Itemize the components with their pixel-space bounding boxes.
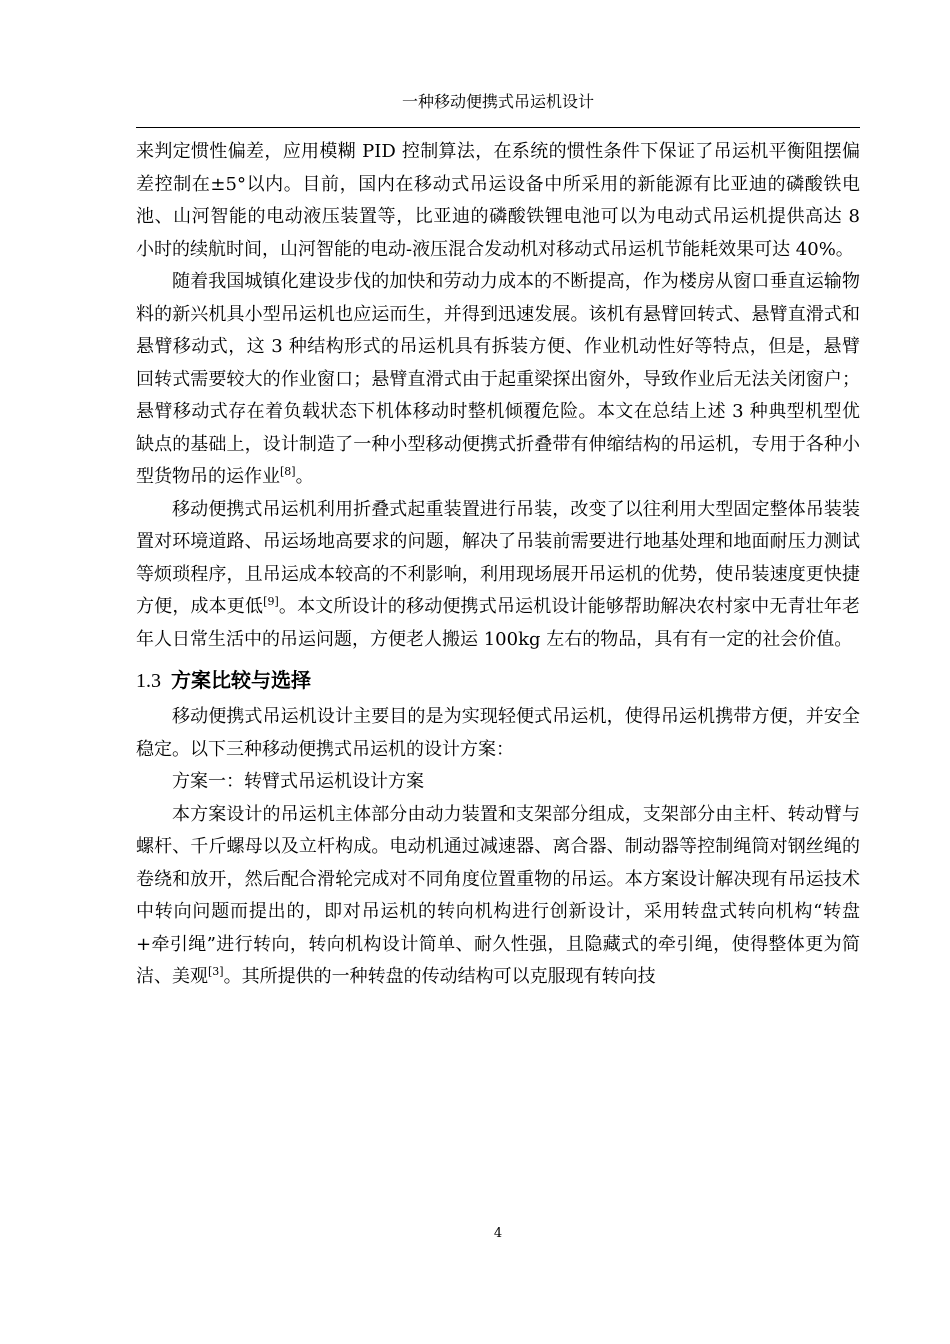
- section-heading: [136, 662, 860, 699]
- paragraph-continued: 来判定惯性偏差，应用模糊 PID 控制算法，在系统的惯性条件下保证了吊运机平衡阻摆偏差控制在±5°以内。目前，国内在移动式吊运设备中所采用的新能源有比亚迪的磷酸铁电池、山河智能的电动液压装置等，比亚迪的磷酸铁锂电池可以为电动式吊运机提供高达 8 小时的续航时间，山河智能的电动-液压混合发动机对移动式吊运机节能耗效果可达 40%。: [136, 141, 860, 260]
- paragraph-text: 随着我国城镇化建设步伐的加快和劳动力成本的不断提高，作为楼房从窗口垂直运输物料的新兴机具小型吊运机也应运而生，并得到迅速发展。该机有悬臂回转式、悬臂直滑式和悬臂移动式，这 3 种结构形式的吊运机具有拆装方便、作业机动性好等特点，但是，悬臂回转式需要较大的作业窗口；悬臂直滑式由于起重梁探出窗外，导致作业后无法关闭窗户；悬臂移动式存在着负载状态下机体移动时整机倾覆危险。本文在总结上述 3 种典型机型优缺点的基础上，设计制造了一种小型移动便携式折叠带有伸缩结构的吊运机，专用于各种小型货物吊的运作业: [136, 271, 860, 487]
- page-number: 4: [493, 1226, 503, 1241]
- paragraph-folding-crane: [136, 494, 860, 657]
- paragraph-urbanization: [136, 266, 860, 494]
- header-rule: [136, 127, 860, 128]
- paragraph-rest: 。其所提供的一种转盘的传动结构可以克服现有转向技: [223, 966, 656, 987]
- section-title: 方案比较与选择: [171, 668, 311, 692]
- paragraph-scheme-one: [136, 799, 860, 994]
- citation-3: [3]: [208, 965, 224, 978]
- paragraph-text: 移动便携式吊运机利用折叠式起重装置进行吊装，改变了以往利用大型固定整体吊装装置对环境道路、吊运场地高要求的问题，解决了吊装前需要进行地基处理和地面耐压力测试等烦琐程序，且吊运成本较高的不利影响，利用现场展开吊运机的优势，使吊装速度更快捷方便，成本更低: [136, 498, 860, 617]
- section-number: 1.3: [136, 670, 161, 692]
- paragraph-rest: 。本文所设计的移动便携式吊运机设计能够帮助解决农村家中无青壮年老年人日常生活中的吊运问题，方便老人搬运 100kg 左右的物品，具有有一定的社会价值。: [136, 596, 861, 650]
- scheme-label: 方案一：转臂式吊运机设计方案: [172, 771, 424, 792]
- body-text: [136, 136, 860, 994]
- running-header: 一种移动便携式吊运机设计: [401, 92, 594, 111]
- citation-9: [9]: [263, 595, 279, 608]
- citation-8: [8]: [280, 465, 296, 478]
- paragraph-text: 本方案设计的吊运机主体部分由动力装置和支架部分组成，支架部分由主杆、转动臂与螺杆、千斤螺母以及立杆构成。电动机通过减速器、离合器、制动器等控制绳筒对钢丝绳的卷绕和放开，然后配合滑轮完成对不同角度位置重物的吊运。本方案设计解决现有吊运技术中转向问题而提出的，即对吊运机的转向机构进行创新设计，采用转盘式转向机构“转盘+牵引绳”进行转向，转向机构设计简单、耐久性强，且隐藏式的牵引绳，使得整体更为简洁、美观: [136, 803, 860, 987]
- paragraph-end: 。: [295, 466, 314, 487]
- paragraph-design-goal: 移动便携式吊运机设计主要目的是为实现轻便式吊运机，使得吊运机携带方便，并安全稳定。以下三种移动便携式吊运机的设计方案：: [136, 706, 860, 760]
